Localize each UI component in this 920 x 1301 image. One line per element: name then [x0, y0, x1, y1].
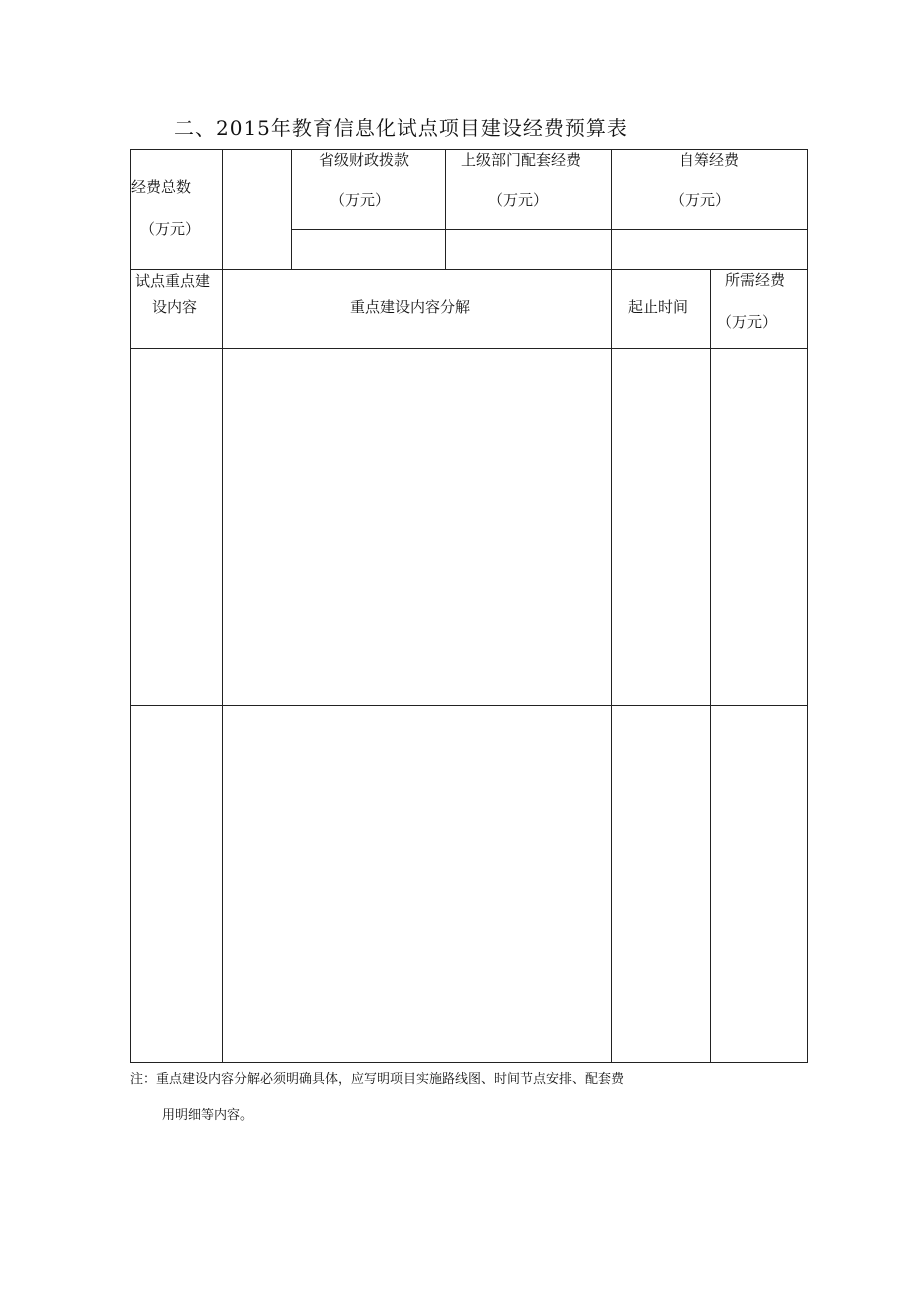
- breakdown-header: 重点建设内容分解: [350, 298, 471, 316]
- table-line-col4: [611, 149, 612, 1063]
- table-line-col5: [710, 269, 711, 1063]
- table-line-header-mid: [291, 229, 808, 230]
- table-line-row2-bottom: [130, 348, 808, 349]
- total-unit: （万元）: [140, 220, 201, 238]
- cost-unit: （万元）: [717, 313, 778, 331]
- period-header: 起止时间: [628, 298, 689, 316]
- table-line-col3: [445, 149, 446, 269]
- self-unit: （万元）: [670, 191, 731, 209]
- page-title: 二、2015年教育信息化试点项目建设经费预算表: [174, 116, 628, 140]
- table-border-right: [807, 149, 808, 1063]
- note-line1: 注：重点建设内容分解必须明确具体，应写明项目实施路线图、时间节点安排、配套费: [130, 1072, 625, 1087]
- content-label-line1: 试点重点建: [135, 272, 211, 290]
- table-border-bottom: [130, 1062, 808, 1063]
- cost-header: 所需经费: [725, 271, 786, 289]
- table-border-left: [130, 149, 131, 1063]
- total-label: 经费总数: [131, 178, 192, 196]
- content-label-line2: 设内容: [152, 298, 198, 316]
- table-line-header-bottom: [130, 269, 808, 270]
- table-border-top: [130, 149, 808, 150]
- self-header: 自筹经费: [679, 151, 740, 169]
- provincial-header: 省级财政拨款: [319, 151, 410, 169]
- superior-unit: （万元）: [488, 191, 549, 209]
- note-line2: 用明细等内容。: [162, 1108, 254, 1123]
- provincial-unit: （万元）: [330, 191, 391, 209]
- table-line-row3-bottom: [130, 705, 808, 706]
- table-line-col2: [291, 149, 292, 269]
- table-line-col1: [222, 149, 223, 1063]
- superior-header: 上级部门配套经费: [461, 151, 582, 169]
